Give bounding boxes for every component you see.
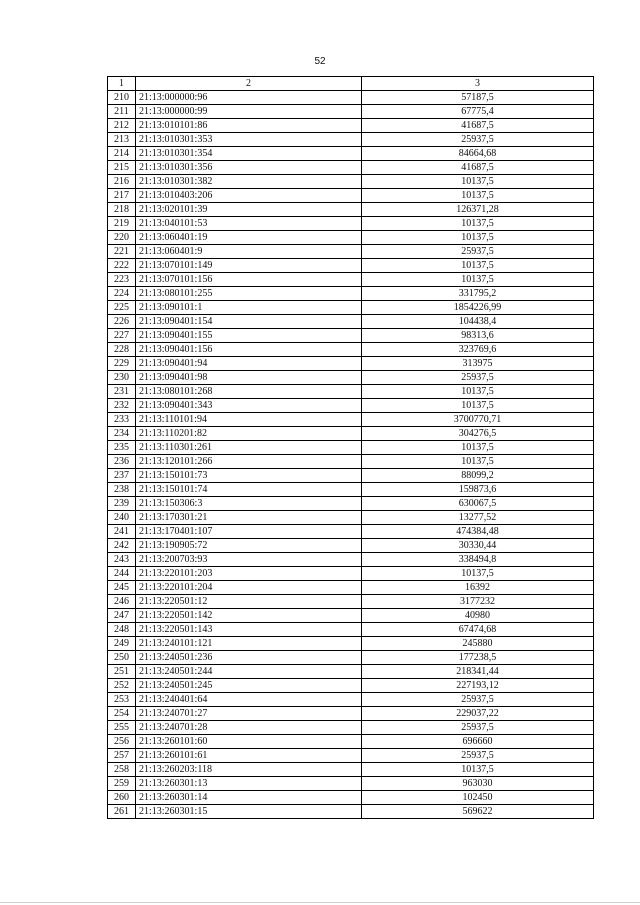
value-cell: 245880 [362, 637, 594, 651]
row-number-cell: 240 [108, 511, 136, 525]
table-row [108, 427, 594, 441]
value-cell: 331795,2 [362, 287, 594, 301]
row-number-cell: 238 [108, 483, 136, 497]
cadastral-number-cell: 21:13:220101:203 [136, 567, 362, 581]
cadastral-number-cell: 21:13:090401:94 [136, 357, 362, 371]
row-number-cell: 229 [108, 357, 136, 371]
row-number-cell: 248 [108, 623, 136, 637]
table-row [108, 329, 594, 343]
cadastral-number-cell: 21:13:260101:61 [136, 749, 362, 763]
value-cell: 25937,5 [362, 371, 594, 385]
table-row [108, 91, 594, 105]
value-cell: 10137,5 [362, 763, 594, 777]
table-row [108, 763, 594, 777]
table-row [108, 525, 594, 539]
cadastral-number-cell: 21:13:020101:39 [136, 203, 362, 217]
table-row [108, 777, 594, 791]
cadastral-number-cell: 21:13:010301:353 [136, 133, 362, 147]
row-number-cell: 251 [108, 665, 136, 679]
cadastral-number-cell: 21:13:110201:82 [136, 427, 362, 441]
row-number-cell: 215 [108, 161, 136, 175]
value-cell: 102450 [362, 791, 594, 805]
cadastral-number-cell: 21:13:110101:94 [136, 413, 362, 427]
table-row [108, 301, 594, 315]
value-cell: 13277,52 [362, 511, 594, 525]
cadastral-number-cell: 21:13:240701:27 [136, 707, 362, 721]
cadastral-number-cell: 21:13:010101:86 [136, 119, 362, 133]
cadastral-number-cell: 21:13:260301:13 [136, 777, 362, 791]
cadastral-number-cell: 21:13:150306:3 [136, 497, 362, 511]
table-row [108, 231, 594, 245]
row-number-cell: 258 [108, 763, 136, 777]
row-number-cell: 239 [108, 497, 136, 511]
row-number-cell: 223 [108, 273, 136, 287]
page-number: 52 [314, 56, 326, 67]
row-number-cell: 261 [108, 805, 136, 819]
row-number-cell: 256 [108, 735, 136, 749]
cadastral-number-cell: 21:13:220501:12 [136, 595, 362, 609]
table-header-row [108, 77, 594, 91]
value-cell: 67474,68 [362, 623, 594, 637]
row-number-cell: 253 [108, 693, 136, 707]
table-row [108, 497, 594, 511]
cadastral-number-cell: 21:13:120101:266 [136, 455, 362, 469]
cadastral-number-cell: 21:13:090401:154 [136, 315, 362, 329]
row-number-cell: 218 [108, 203, 136, 217]
value-cell: 963030 [362, 777, 594, 791]
value-cell: 10137,5 [362, 189, 594, 203]
cadastral-number-cell: 21:13:090401:155 [136, 329, 362, 343]
cadastral-number-cell: 21:13:170401:107 [136, 525, 362, 539]
cadastral-number-cell: 21:13:260101:60 [136, 735, 362, 749]
row-number-cell: 217 [108, 189, 136, 203]
row-number-cell: 210 [108, 91, 136, 105]
row-number-cell: 232 [108, 399, 136, 413]
cadastral-number-cell: 21:13:220501:143 [136, 623, 362, 637]
value-cell: 104438,4 [362, 315, 594, 329]
value-cell: 10137,5 [362, 567, 594, 581]
table-body [108, 77, 594, 819]
row-number-cell: 237 [108, 469, 136, 483]
row-number-cell: 235 [108, 441, 136, 455]
row-number-cell: 260 [108, 791, 136, 805]
row-number-cell: 249 [108, 637, 136, 651]
value-cell: 25937,5 [362, 721, 594, 735]
row-number-cell: 224 [108, 287, 136, 301]
data-table [107, 76, 594, 819]
row-number-cell: 214 [108, 147, 136, 161]
cadastral-number-cell: 21:13:240101:121 [136, 637, 362, 651]
cadastral-number-cell: 21:13:200703:93 [136, 553, 362, 567]
table-row [108, 483, 594, 497]
value-cell: 474384,48 [362, 525, 594, 539]
header-cell-3: 3 [362, 77, 594, 91]
table-row [108, 567, 594, 581]
value-cell: 16392 [362, 581, 594, 595]
cadastral-number-cell: 21:13:080101:268 [136, 385, 362, 399]
value-cell: 229037,22 [362, 707, 594, 721]
table-row [108, 133, 594, 147]
cadastral-number-cell: 21:13:000000:96 [136, 91, 362, 105]
value-cell: 3177232 [362, 595, 594, 609]
row-number-cell: 243 [108, 553, 136, 567]
value-cell: 57187,5 [362, 91, 594, 105]
cadastral-number-cell: 21:13:150101:74 [136, 483, 362, 497]
cadastral-number-cell: 21:13:080101:255 [136, 287, 362, 301]
row-number-cell: 220 [108, 231, 136, 245]
cadastral-number-cell: 21:13:090401:343 [136, 399, 362, 413]
row-number-cell: 221 [108, 245, 136, 259]
cadastral-number-cell: 21:13:260301:14 [136, 791, 362, 805]
table-row [108, 735, 594, 749]
row-number-cell: 244 [108, 567, 136, 581]
table-row [108, 539, 594, 553]
value-cell: 177238,5 [362, 651, 594, 665]
row-number-cell: 255 [108, 721, 136, 735]
cadastral-number-cell: 21:13:240701:28 [136, 721, 362, 735]
value-cell: 10137,5 [362, 231, 594, 245]
value-cell: 25937,5 [362, 245, 594, 259]
table-row [108, 273, 594, 287]
value-cell: 10137,5 [362, 385, 594, 399]
table-row [108, 721, 594, 735]
cadastral-number-cell: 21:13:070101:149 [136, 259, 362, 273]
row-number-cell: 225 [108, 301, 136, 315]
cadastral-number-cell: 21:13:060401:19 [136, 231, 362, 245]
value-cell: 84664,68 [362, 147, 594, 161]
value-cell: 10137,5 [362, 399, 594, 413]
value-cell: 569622 [362, 805, 594, 819]
cadastral-number-cell: 21:13:260301:15 [136, 805, 362, 819]
row-number-cell: 247 [108, 609, 136, 623]
value-cell: 88099,2 [362, 469, 594, 483]
cadastral-number-cell: 21:13:070101:156 [136, 273, 362, 287]
cadastral-number-cell: 21:13:150101:73 [136, 469, 362, 483]
table-row [108, 357, 594, 371]
row-number-cell: 231 [108, 385, 136, 399]
table-row [108, 665, 594, 679]
table-row [108, 749, 594, 763]
table-row [108, 707, 594, 721]
row-number-cell: 241 [108, 525, 136, 539]
row-number-cell: 250 [108, 651, 136, 665]
row-number-cell: 233 [108, 413, 136, 427]
cadastral-number-cell: 21:13:240501:245 [136, 679, 362, 693]
table-row [108, 189, 594, 203]
row-number-cell: 254 [108, 707, 136, 721]
row-number-cell: 228 [108, 343, 136, 357]
value-cell: 3700770,71 [362, 413, 594, 427]
value-cell: 313975 [362, 357, 594, 371]
row-number-cell: 257 [108, 749, 136, 763]
table-row [108, 469, 594, 483]
value-cell: 10137,5 [362, 259, 594, 273]
table-row [108, 623, 594, 637]
row-number-cell: 245 [108, 581, 136, 595]
value-cell: 25937,5 [362, 749, 594, 763]
table-row [108, 805, 594, 819]
header-cell-2: 2 [136, 77, 362, 91]
table-row [108, 511, 594, 525]
table-row [108, 595, 594, 609]
value-cell: 323769,6 [362, 343, 594, 357]
cadastral-number-cell: 21:13:240501:244 [136, 665, 362, 679]
value-cell: 41687,5 [362, 119, 594, 133]
table-row [108, 287, 594, 301]
value-cell: 67775,4 [362, 105, 594, 119]
value-cell: 30330,44 [362, 539, 594, 553]
cadastral-number-cell: 21:13:010403:206 [136, 189, 362, 203]
table-row [108, 581, 594, 595]
value-cell: 10137,5 [362, 175, 594, 189]
value-cell: 10137,5 [362, 273, 594, 287]
value-cell: 98313,6 [362, 329, 594, 343]
row-number-cell: 227 [108, 329, 136, 343]
value-cell: 10137,5 [362, 441, 594, 455]
table-row [108, 259, 594, 273]
table-row [108, 119, 594, 133]
value-cell: 304276,5 [362, 427, 594, 441]
value-cell: 41687,5 [362, 161, 594, 175]
value-cell: 10137,5 [362, 217, 594, 231]
value-cell: 218341,44 [362, 665, 594, 679]
row-number-cell: 219 [108, 217, 136, 231]
table-row [108, 413, 594, 427]
row-number-cell: 222 [108, 259, 136, 273]
row-number-cell: 230 [108, 371, 136, 385]
cadastral-number-cell: 21:13:220501:142 [136, 609, 362, 623]
row-number-cell: 252 [108, 679, 136, 693]
value-cell: 696660 [362, 735, 594, 749]
table-row [108, 371, 594, 385]
value-cell: 630067,5 [362, 497, 594, 511]
value-cell: 227193,12 [362, 679, 594, 693]
table-row [108, 651, 594, 665]
table-row [108, 245, 594, 259]
row-number-cell: 236 [108, 455, 136, 469]
value-cell: 159873,6 [362, 483, 594, 497]
row-number-cell: 259 [108, 777, 136, 791]
cadastral-number-cell: 21:13:010301:356 [136, 161, 362, 175]
cadastral-number-cell: 21:13:240501:236 [136, 651, 362, 665]
value-cell: 25937,5 [362, 693, 594, 707]
cadastral-number-cell: 21:13:190905:72 [136, 539, 362, 553]
cadastral-number-cell: 21:13:170301:21 [136, 511, 362, 525]
row-number-cell: 246 [108, 595, 136, 609]
value-cell: 126371,28 [362, 203, 594, 217]
cadastral-number-cell: 21:13:110301:261 [136, 441, 362, 455]
table-row [108, 385, 594, 399]
row-number-cell: 211 [108, 105, 136, 119]
cadastral-number-cell: 21:13:220101:204 [136, 581, 362, 595]
table-row [108, 217, 594, 231]
table-row [108, 455, 594, 469]
table-row [108, 399, 594, 413]
value-cell: 1854226,99 [362, 301, 594, 315]
value-cell: 338494,8 [362, 553, 594, 567]
table-row [108, 609, 594, 623]
table-row [108, 203, 594, 217]
value-cell: 40980 [362, 609, 594, 623]
cadastral-number-cell: 21:13:090101:1 [136, 301, 362, 315]
table-row [108, 175, 594, 189]
cadastral-number-cell: 21:13:240401:64 [136, 693, 362, 707]
cadastral-number-cell: 21:13:010301:354 [136, 147, 362, 161]
header-cell-1: 1 [108, 77, 136, 91]
table-row [108, 315, 594, 329]
value-cell: 25937,5 [362, 133, 594, 147]
row-number-cell: 242 [108, 539, 136, 553]
cadastral-number-cell: 21:13:010301:382 [136, 175, 362, 189]
table-row [108, 791, 594, 805]
page-bottom-rule [0, 902, 640, 903]
cadastral-number-cell: 21:13:060401:9 [136, 245, 362, 259]
table-row [108, 161, 594, 175]
cadastral-number-cell: 21:13:040101:53 [136, 217, 362, 231]
table-row [108, 679, 594, 693]
table-row [108, 343, 594, 357]
cadastral-number-cell: 21:13:090401:156 [136, 343, 362, 357]
row-number-cell: 212 [108, 119, 136, 133]
table-row [108, 441, 594, 455]
table-row [108, 637, 594, 651]
cadastral-number-cell: 21:13:090401:98 [136, 371, 362, 385]
value-cell: 10137,5 [362, 455, 594, 469]
row-number-cell: 234 [108, 427, 136, 441]
table-row [108, 105, 594, 119]
table-row [108, 553, 594, 567]
table-row [108, 693, 594, 707]
row-number-cell: 213 [108, 133, 136, 147]
table-row [108, 147, 594, 161]
cadastral-number-cell: 21:13:260203:118 [136, 763, 362, 777]
row-number-cell: 226 [108, 315, 136, 329]
row-number-cell: 216 [108, 175, 136, 189]
cadastral-number-cell: 21:13:000000:99 [136, 105, 362, 119]
